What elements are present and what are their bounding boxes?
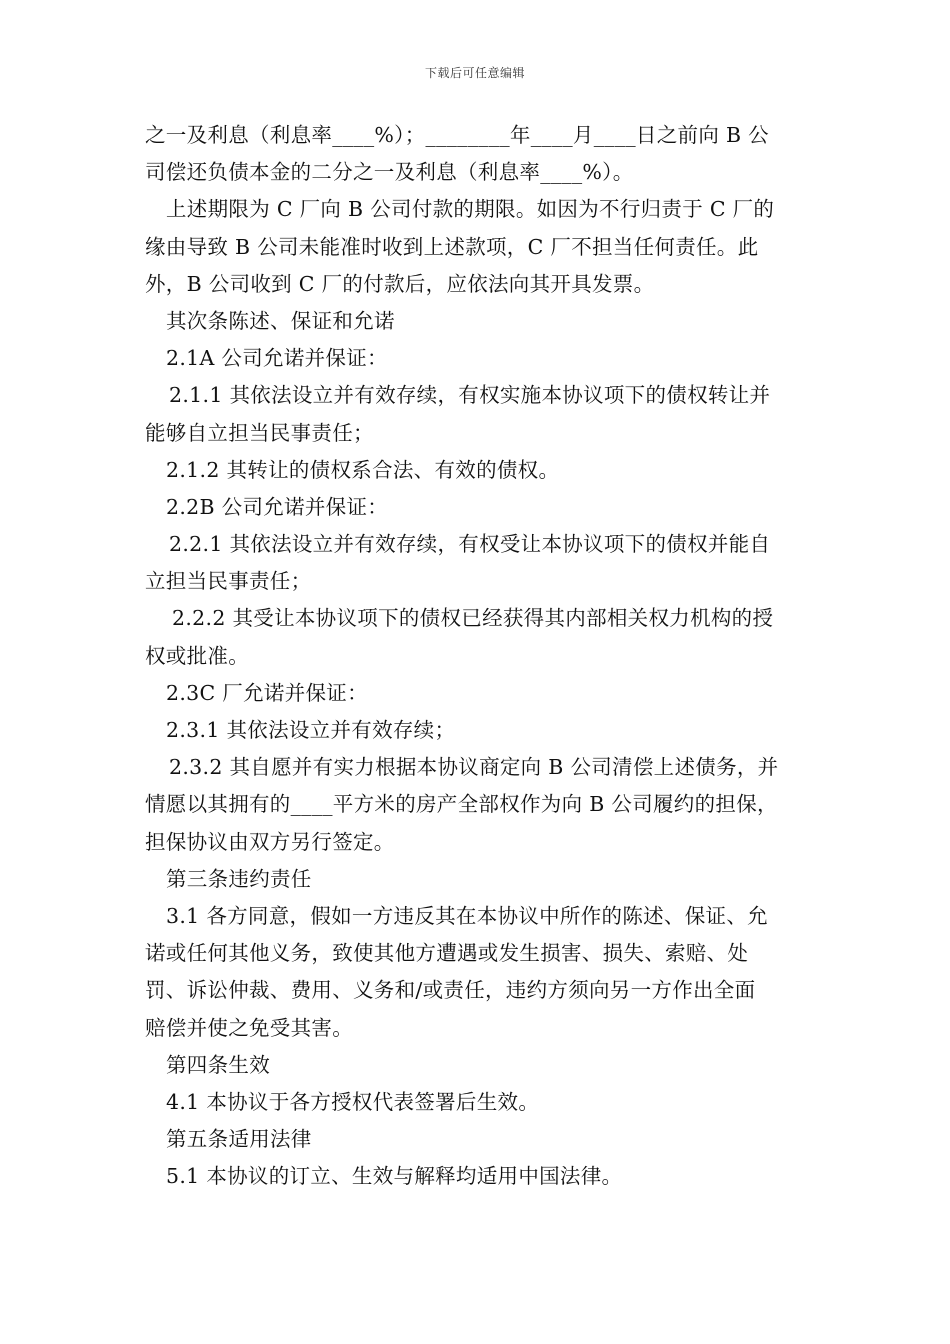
paragraph-line: 上述期限为 C 厂向 B 公司付款的期限。如因为不行归责于 C 厂的 xyxy=(166,197,775,222)
clause-line: 3.1 各方同意，假如一方违反其在本协议中所作的陈述、保证、允 xyxy=(166,903,768,928)
clause-line: 赔偿并使之免受其害。 xyxy=(145,1015,353,1040)
clause-line: 能够自立担当民事责任； xyxy=(145,420,374,445)
clause-line: 担保协议由双方另行签定。 xyxy=(145,829,395,854)
section-heading: 第五条适用法律 xyxy=(166,1127,312,1152)
section-heading: 第四条生效 xyxy=(166,1052,270,1077)
clause-heading: 2.1A 公司允诺并保证： xyxy=(166,346,388,371)
clause-line: 权或批准。 xyxy=(145,643,249,668)
paragraph-line: 司偿还负债本金的二分之一及利息（利息率____%）。 xyxy=(145,160,634,185)
paragraph-line: 缘由导致 B 公司未能准时收到上述款项，C 厂不担当任何责任。此 xyxy=(145,234,759,259)
clause-line: 2.3.2 其自愿并有实力根据本协议商定向 B 公司清偿上述债务，并 xyxy=(169,755,779,780)
clause-heading: 2.2B 公司允诺并保证： xyxy=(166,494,389,519)
paragraph-line: 外，B 公司收到 C 厂的付款后，应依法向其开具发票。 xyxy=(145,271,655,296)
document-body xyxy=(145,117,810,1195)
clause-line: 2.1.1 其依法设立并有效存续，有权实施本协议项下的债权转让并 xyxy=(169,383,771,408)
clause-line: 诺或任何其他义务，致使其他方遭遇或发生损害、损失、索赔、处 xyxy=(145,941,749,966)
clause-line: 情愿以其拥有的____平方米的房产全部权作为向 B 公司履约的担保， xyxy=(145,792,778,817)
clause-line: 罚、诉讼仲裁、费用、义务和/或责任，违约方须向另一方作出全面 xyxy=(145,978,756,1003)
clause-line: 2.2.2 其受让本协议项下的债权已经获得其内部相关权力机构的授 xyxy=(172,606,774,631)
clause-line: 4.1 本协议于各方授权代表签署后生效。 xyxy=(166,1089,540,1114)
clause-line: 2.1.2 其转让的债权系合法、有效的债权。 xyxy=(166,457,560,482)
section-heading: 其次条陈述、保证和允诺 xyxy=(166,308,395,333)
paragraph-line: 之一及利息（利息率____%）；________年____月____日之前向 B 公 xyxy=(145,123,769,147)
clause-line: 2.2.1 其依法设立并有效存续，有权受让本协议项下的债权并能自 xyxy=(169,532,771,557)
clause-line: 立担当民事责任； xyxy=(145,569,312,594)
page-header: 下载后可任意编辑 xyxy=(424,66,525,80)
clause-heading: 2.3C 厂允诺并保证： xyxy=(166,680,368,705)
section-heading: 第三条违约责任 xyxy=(166,866,312,891)
clause-line: 5.1 本协议的订立、生效与解释均适用中国法律。 xyxy=(166,1164,623,1189)
clause-line: 2.3.1 其依法设立并有效存续； xyxy=(166,718,456,742)
